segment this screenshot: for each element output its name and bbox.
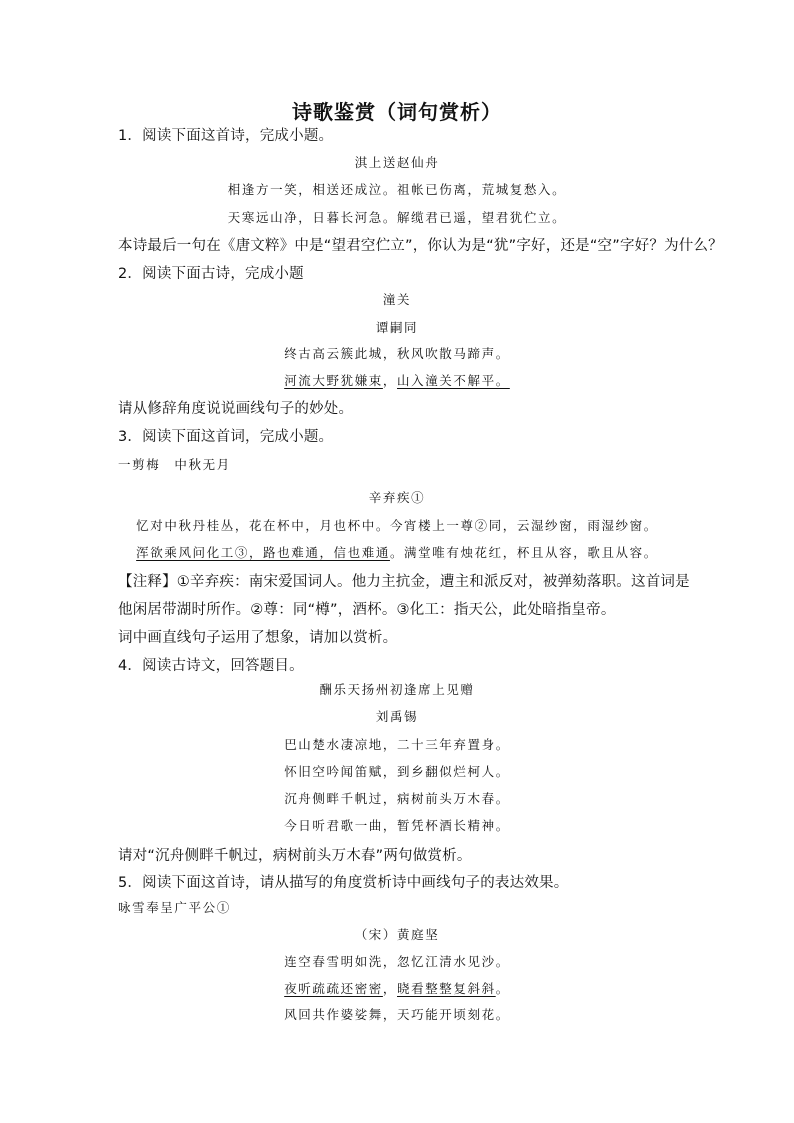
page-title: 诗歌鉴赏（词句赏析） [292, 100, 502, 124]
q4-prompt: 4．阅读古诗文，回答题目。 [118, 658, 304, 674]
q5-poem-author: （宋）黄庭坚 [354, 927, 440, 942]
q2-poem-title: 潼关 [382, 292, 412, 307]
q5-poem-title: 咏雪奉呈广平公① [118, 900, 231, 915]
q2-poem-line-1: 终古高云簇此城，秋风吹散马蹄声。 [284, 346, 510, 361]
q1-prompt: 1．阅读下面这首诗，完成小题。 [118, 128, 334, 144]
q3-prompt: 3．阅读下面这首词，完成小题。 [118, 429, 334, 445]
q5-comma: ， [382, 981, 397, 996]
q1-question: 本诗最后一句在《唐文粹》中是“望君空伫立”，你认为是“犹”字好，还是“空”字好？为什么？ [118, 238, 723, 254]
q5-poem-line-2 [0, 979, 794, 997]
q4-poem-line-4: 今日听君歌一曲，暂凭杯酒长精神。 [284, 818, 510, 833]
q5-underlined-clause-1: 夜听疏疏还密密 [284, 981, 383, 996]
q4-question: 请对“沉舟侧畔千帆过，病树前头万木春”两句做赏析。 [118, 848, 472, 864]
q5-poem-line-1: 连空春雪明如洗，忽忆江清水见沙。 [284, 954, 510, 969]
q1-poem-line-1: 相逢方一笑，相送还成泣。祖帐已伤离，荒城复愁入。 [227, 182, 567, 197]
q4-poem-line-2: 怀旧空吟闻笛赋，到乡翻似烂柯人。 [284, 764, 510, 779]
q3-question: 词中画直线句子运用了想象，请加以赏析。 [118, 630, 398, 646]
q2-underlined-clause-1: 河流大野犹嫌束 [284, 373, 383, 388]
q3-poem-line-2 [0, 543, 794, 561]
q4-poem-line-3: 沉舟侧畔千帆过，病树前头万木春。 [284, 791, 510, 806]
q5-period: 。 [495, 981, 510, 996]
q3-cipai: 一剪梅 中秋无月 [118, 457, 231, 472]
q2-poem-line-2 [0, 371, 794, 389]
q2-poem-author: 谭嗣同 [375, 320, 419, 335]
q3-underlined-clause: 浑欲乘风问化工③，路也难通，信也难通 [136, 545, 390, 560]
q5-underlined-clause-2: 晓看整整复斜斜 [397, 981, 496, 996]
q2-question: 请从修辞角度说说画线句子的妙处。 [118, 401, 354, 417]
q3-author: 辛弃疾① [368, 490, 426, 505]
q4-poem-line-1: 巴山楚水凄凉地，二十三年弃置身。 [284, 737, 510, 752]
q1-poem-title: 淇上送赵仙舟 [354, 155, 440, 170]
q5-poem-line-3: 风回共作婆娑舞，天巧能开顷刻花。 [284, 1007, 510, 1022]
q5-prompt: 5．阅读下面这首诗，请从描写的角度赏析诗中画线句子的表达效果。 [118, 875, 569, 891]
q1-poem-line-2: 天寒远山净，日暮长河急。解缆君已遥，望君犹伫立。 [227, 210, 567, 225]
q2-underlined-clause-2: 山入潼关不解平。 [397, 373, 510, 388]
q3-note-line-1: 【注释】①辛弃疾：南宋爱国词人。他力主抗金，遭主和派反对，被弹劾落职。这首词是 [118, 574, 690, 590]
q3-note-line-2: 他闲居带湖时所作。②尊：同“樽”，酒杯。③化工：指天公，此处暗指皇帝。 [118, 602, 616, 618]
q3-line-2-rest: 。满堂唯有烛花红，杯且从容，歌且从容。 [389, 545, 658, 560]
q4-poem-author: 刘禹锡 [375, 709, 419, 724]
q4-poem-title: 酬乐天扬州初逢席上见赠 [319, 682, 475, 697]
q2-comma: ， [382, 373, 397, 388]
q3-poem-line-1: 忆对中秋丹桂丛，花在杯中，月也杯中。今宵楼上一尊②同，云湿纱窗，雨湿纱窗。 [136, 518, 658, 533]
q2-prompt: 2．阅读下面古诗，完成小题 [118, 266, 304, 282]
